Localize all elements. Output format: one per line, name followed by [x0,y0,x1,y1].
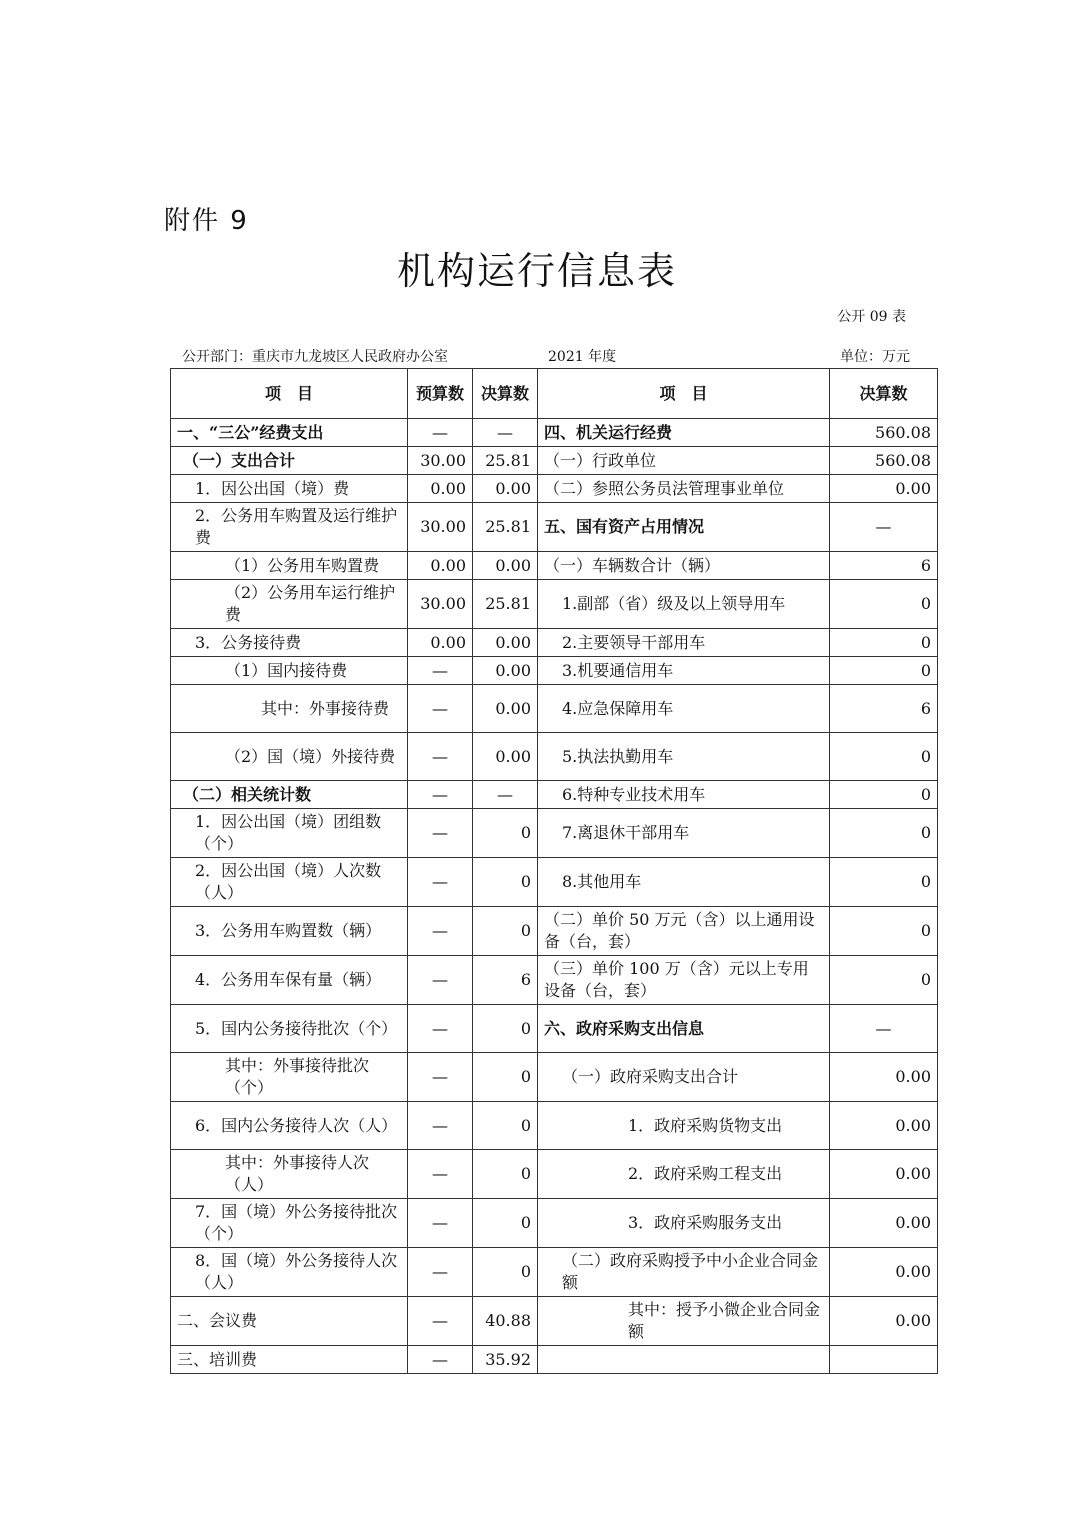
row-budget: — [408,1248,473,1297]
header-final-left: 决算数 [473,369,538,419]
row-item-right: （三）单价 100 万（含）元以上专用设备（台，套） [538,956,830,1005]
department-label: 公开部门：重庆市九龙坡区人民政府办公室 [182,349,448,365]
table-row [171,503,938,552]
row-item-left: （2）国（境）外接待费 [171,733,408,781]
row-final-right: 0 [830,781,938,809]
row-budget: 30.00 [408,580,473,629]
row-final-right: 0 [830,858,938,907]
row-final-left: 0 [473,809,538,858]
row-final-right: 0.00 [830,1102,938,1150]
row-budget: — [408,1102,473,1150]
row-budget: — [408,809,473,858]
row-item-left: 3．公务用车购置数（辆） [171,907,408,956]
row-item-left: 一、“三公”经费支出 [171,419,408,447]
row-final-right: 0.00 [830,1199,938,1248]
row-item-right: 7.离退休干部用车 [538,809,830,858]
table-row [171,1297,938,1346]
table-row [171,858,938,907]
row-final-right: 0.00 [830,1248,938,1297]
row-final-right: 0 [830,907,938,956]
header-item-left: 项 目 [171,369,408,419]
row-final-left: 0 [473,1005,538,1053]
row-item-left: 4．公务用车保有量（辆） [171,956,408,1005]
table-row [171,447,938,475]
unit-label: 单位：万元 [840,349,910,365]
row-budget: — [408,733,473,781]
table-row [171,809,938,858]
row-item-left: 5．国内公务接待批次（个） [171,1005,408,1053]
row-final-left: 0.00 [473,475,538,503]
row-item-left: 7．国（境）外公务接待批次（个） [171,1199,408,1248]
page-title: 机构运行信息表 [396,249,677,293]
row-final-left: 0 [473,1150,538,1199]
row-item-right: 2.主要领导干部用车 [538,629,830,657]
row-budget: 30.00 [408,447,473,475]
attachment-label: 附件 9 [164,206,249,236]
table-body [171,419,938,1374]
row-item-left: （1）公务用车购置费 [171,552,408,580]
table-row [171,419,938,447]
row-budget: — [408,657,473,685]
row-final-right: 0.00 [830,1053,938,1102]
row-item-right: 8.其他用车 [538,858,830,907]
row-item-right [538,1346,830,1374]
row-item-right: 2．政府采购工程支出 [538,1150,830,1199]
table-row [171,956,938,1005]
row-final-right: 560.08 [830,419,938,447]
row-final-right: 0.00 [830,1150,938,1199]
table-row [171,1053,938,1102]
row-final-right: — [830,1005,938,1053]
row-budget: — [408,1297,473,1346]
row-budget: 0.00 [408,475,473,503]
row-item-left: 3．公务接待费 [171,629,408,657]
row-final-right: 560.08 [830,447,938,475]
table-row [171,685,938,733]
row-item-right: 四、机关运行经费 [538,419,830,447]
row-item-right: 1.副部（省）级及以上领导用车 [538,580,830,629]
row-budget: 0.00 [408,629,473,657]
row-budget: — [408,685,473,733]
table-row [171,907,938,956]
row-final-right: 6 [830,685,938,733]
row-item-right: （二）政府采购授予中小企业合同金额 [538,1248,830,1297]
row-item-right: （二）参照公务员法管理事业单位 [538,475,830,503]
row-item-right: 其中：授予小微企业合同金额 [538,1297,830,1346]
table-row [171,657,938,685]
row-item-left: （1）国内接待费 [171,657,408,685]
row-item-right: （一）车辆数合计（辆） [538,552,830,580]
row-final-left: 0.00 [473,733,538,781]
table-row [171,733,938,781]
row-item-left: 2．公务用车购置及运行维护费 [171,503,408,552]
table-row [171,1199,938,1248]
row-final-right: 0 [830,733,938,781]
row-final-left: 0.00 [473,685,538,733]
row-budget: — [408,1150,473,1199]
row-item-left: 6．国内公务接待人次（人） [171,1102,408,1150]
row-item-left: （2）公务用车运行维护费 [171,580,408,629]
row-item-left: 三、培训费 [171,1346,408,1374]
row-final-left: 0 [473,1248,538,1297]
row-item-right: 3．政府采购服务支出 [538,1199,830,1248]
row-final-left: 25.81 [473,447,538,475]
year-label: 2021 年度 [548,349,617,365]
row-final-left: 40.88 [473,1297,538,1346]
row-final-left: 0 [473,858,538,907]
header-budget: 预算数 [408,369,473,419]
row-final-right [830,1346,938,1374]
table-row [171,781,938,809]
row-final-left: 25.81 [473,503,538,552]
row-final-left: 25.81 [473,580,538,629]
row-budget: — [408,781,473,809]
table-row [171,552,938,580]
row-final-left: 0 [473,907,538,956]
form-number: 公开 09 表 [837,309,906,325]
row-item-right: 六、政府采购支出信息 [538,1005,830,1053]
row-item-left: 其中：外事接待人次（人） [171,1150,408,1199]
row-final-right: 0 [830,956,938,1005]
row-final-left: 0 [473,1102,538,1150]
row-item-left: 1．因公出国（境）团组数（个） [171,809,408,858]
row-item-left: 2．因公出国（境）人次数（人） [171,858,408,907]
row-final-left: 0.00 [473,657,538,685]
header-item-right: 项 目 [538,369,830,419]
row-final-left: 0 [473,1199,538,1248]
row-final-left: 0.00 [473,552,538,580]
row-item-right: 6.特种专业技术用车 [538,781,830,809]
row-item-left: 1．因公出国（境）费 [171,475,408,503]
row-final-left: 0 [473,1053,538,1102]
row-final-right: — [830,503,938,552]
row-budget: — [408,1199,473,1248]
row-final-right: 6 [830,552,938,580]
table-row [171,1150,938,1199]
row-item-right: 5.执法执勤用车 [538,733,830,781]
header-row [171,369,938,419]
row-final-right: 0.00 [830,1297,938,1346]
row-final-left: — [473,781,538,809]
row-final-left: — [473,419,538,447]
row-budget: 30.00 [408,503,473,552]
table-row [171,475,938,503]
row-final-right: 0 [830,580,938,629]
row-item-right: 3.机要通信用车 [538,657,830,685]
row-final-left: 6 [473,956,538,1005]
table-row [171,1248,938,1297]
row-budget: — [408,1346,473,1374]
table-row [171,1102,938,1150]
row-budget: — [408,1005,473,1053]
row-item-left: 其中：外事接待批次（个） [171,1053,408,1102]
row-budget: — [408,858,473,907]
row-item-left: 8．国（境）外公务接待人次（人） [171,1248,408,1297]
row-item-right: 4.应急保障用车 [538,685,830,733]
table-row [171,1005,938,1053]
table-row [171,629,938,657]
table-row [171,580,938,629]
row-item-right: （一）行政单位 [538,447,830,475]
row-item-right: 五、国有资产占用情况 [538,503,830,552]
row-item-left: 二、会议费 [171,1297,408,1346]
table-row [171,1346,938,1374]
row-item-left: （一）支出合计 [171,447,408,475]
row-final-right: 0 [830,809,938,858]
info-table [170,368,938,1374]
row-item-right: （一）政府采购支出合计 [538,1053,830,1102]
row-budget: — [408,907,473,956]
row-budget: — [408,1053,473,1102]
row-final-right: 0 [830,657,938,685]
row-item-left: 其中：外事接待费 [171,685,408,733]
row-item-left: （二）相关统计数 [171,781,408,809]
row-item-right: 1．政府采购货物支出 [538,1102,830,1150]
row-final-left: 35.92 [473,1346,538,1374]
row-budget: — [408,419,473,447]
row-final-right: 0 [830,629,938,657]
row-budget: 0.00 [408,552,473,580]
row-final-left: 0.00 [473,629,538,657]
row-item-right: （二）单价 50 万元（含）以上通用设备（台，套） [538,907,830,956]
row-final-right: 0.00 [830,475,938,503]
header-final-right: 决算数 [830,369,938,419]
row-budget: — [408,956,473,1005]
